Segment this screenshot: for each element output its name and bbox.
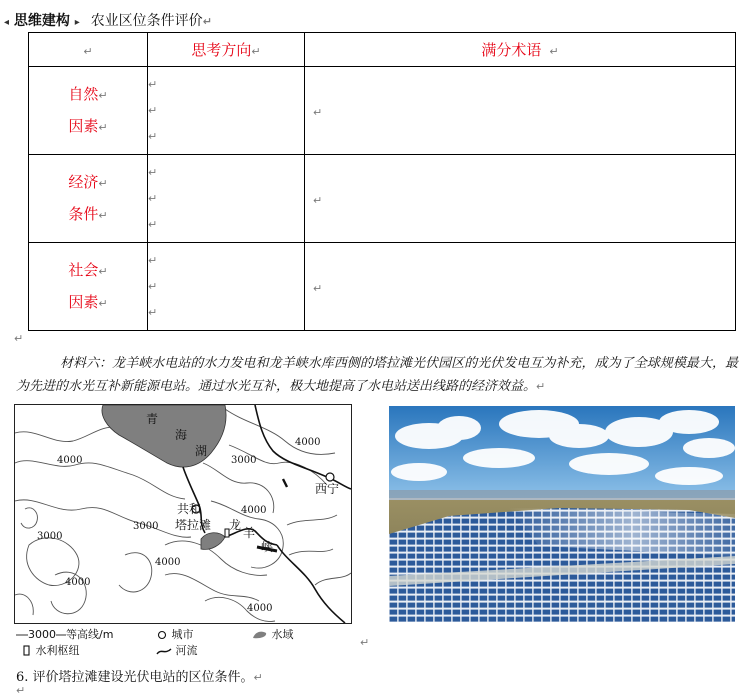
- terms-cell[interactable]: [305, 155, 736, 243]
- direction-cell[interactable]: [148, 155, 305, 243]
- paragraph-mark-icon: ↵: [98, 296, 108, 310]
- paragraph-mark-icon: ↵: [98, 120, 108, 134]
- contour-label: 4000: [295, 437, 321, 448]
- heading-title: 农业区位条件评价: [90, 13, 203, 29]
- paragraph-mark-icon: ↵: [14, 332, 24, 345]
- small-water-marker: [283, 479, 287, 487]
- paragraph-mark-icon: ↵: [148, 165, 158, 179]
- terms-cell[interactable]: [305, 67, 736, 155]
- paragraph-mark-icon: ↵: [313, 106, 323, 119]
- paragraph-mark-icon: ↵: [148, 129, 158, 143]
- legend-water: 水域: [252, 626, 294, 642]
- paragraph-mark-icon: ↵: [313, 194, 323, 207]
- paragraph-mark-icon: ↵: [251, 45, 261, 58]
- right-triangle-icon: ▸: [74, 17, 80, 28]
- factor-cell[interactable]: 经济↵ 条件↵: [29, 155, 148, 243]
- contour-label: 3000: [231, 455, 257, 466]
- section-heading: [4, 10, 212, 30]
- place-label: 峡: [261, 540, 274, 554]
- place-label: 拉: [187, 518, 200, 532]
- contour-label: 4000: [65, 577, 91, 588]
- paragraph-mark-icon: ↵: [313, 282, 323, 295]
- paragraph-mark-icon: ↵: [148, 279, 158, 293]
- paragraph-mark-icon: ↵: [148, 305, 158, 319]
- table-row: [29, 155, 736, 243]
- paragraph-mark-icon: ↵: [148, 103, 158, 117]
- legend-city: 城市: [156, 626, 194, 642]
- contour-label: 3000: [37, 531, 63, 542]
- city-circle-icon: [156, 630, 168, 640]
- water-shape-icon: [252, 630, 268, 640]
- header-cell-terms[interactable]: 满分术语 ↵: [305, 33, 736, 67]
- place-label: 共和: [177, 502, 202, 516]
- paragraph-mark-icon: ↵: [360, 636, 370, 649]
- city-label-xining: 西宁: [315, 482, 340, 496]
- legend-river: 河流: [156, 642, 198, 658]
- map-drawing: [15, 405, 351, 623]
- contour-label: 4000: [57, 455, 83, 466]
- qinghai-lake: [102, 405, 226, 467]
- legend-contour: 3000 等高线/m: [28, 628, 114, 641]
- evaluation-table: [28, 32, 736, 331]
- direction-cell[interactable]: [148, 67, 305, 155]
- paragraph-mark-icon[interactable]: ↵: [16, 684, 26, 697]
- table-header-row: [29, 33, 736, 67]
- photo-drawing: [389, 406, 735, 622]
- topographic-map: [14, 404, 352, 624]
- lake-label: 海: [175, 428, 188, 442]
- paragraph-mark-icon: ↵: [253, 671, 263, 684]
- paragraph-mark-icon: ↵: [148, 77, 158, 91]
- lake-label: 湖: [195, 444, 208, 458]
- paragraph-mark-icon: ↵: [98, 264, 108, 278]
- paragraph-mark-icon: ↵: [98, 176, 108, 190]
- map-legend: [16, 626, 356, 662]
- paragraph-mark-icon: ↵: [98, 208, 108, 222]
- material-paragraph: 材料六：龙羊峡水电站的水力发电和龙羊峡水库西侧的塔拉滩光伏园区的光伏发电互为补充，成为了全球规模最大，最为先进的水光互补新能源电站。通过水光互补，极大地提高了水电站送出线路的经济效益。↵: [16, 356, 738, 394]
- question-text: 6. 评价塔拉滩建设光伏电站的区位条件。↵: [16, 670, 263, 685]
- contour-label: 4000: [247, 603, 273, 614]
- legend-dam: 水利枢纽: [22, 642, 80, 658]
- table-row: [29, 243, 736, 331]
- terms-cell[interactable]: [305, 243, 736, 331]
- lake-label: 青: [146, 412, 159, 426]
- place-label: 滩: [199, 518, 212, 532]
- paragraph-mark-icon: ↵: [98, 88, 108, 102]
- place-label: 塔: [175, 518, 188, 532]
- left-triangle-icon: ◂: [4, 17, 10, 28]
- paragraph-mark-icon: ↵: [148, 191, 158, 205]
- paragraph-mark-icon: ↵: [148, 253, 158, 267]
- table-row: [29, 67, 736, 155]
- solar-farm-photo: [389, 406, 735, 622]
- factor-cell[interactable]: 社会↵ 因素↵: [29, 243, 148, 331]
- dam-rect-icon: [22, 645, 32, 657]
- header-cell-direction[interactable]: 思考方向↵: [148, 33, 305, 67]
- place-label: 龙: [229, 518, 242, 532]
- place-label: 羊: [243, 526, 256, 540]
- city-xining: [326, 473, 334, 481]
- header-cell-empty[interactable]: [29, 33, 148, 67]
- heading-label: 思维建构: [13, 13, 70, 29]
- direction-cell[interactable]: [148, 243, 305, 331]
- longyang-reservoir: [201, 533, 225, 550]
- contour-label: 4000: [155, 557, 181, 568]
- paragraph-mark-icon: ↵: [549, 45, 559, 58]
- paragraph-mark-icon: ↵: [202, 15, 212, 28]
- factor-cell[interactable]: 自然↵ 因素↵: [29, 67, 148, 155]
- contour-label: 4000: [241, 505, 267, 516]
- paragraph-mark-icon: ↵: [83, 44, 93, 58]
- contour-label: 3000: [133, 521, 159, 532]
- paragraph-mark-icon: ↵: [536, 380, 546, 393]
- river-line-icon: [156, 646, 172, 656]
- paragraph-mark-icon: ↵: [148, 217, 158, 231]
